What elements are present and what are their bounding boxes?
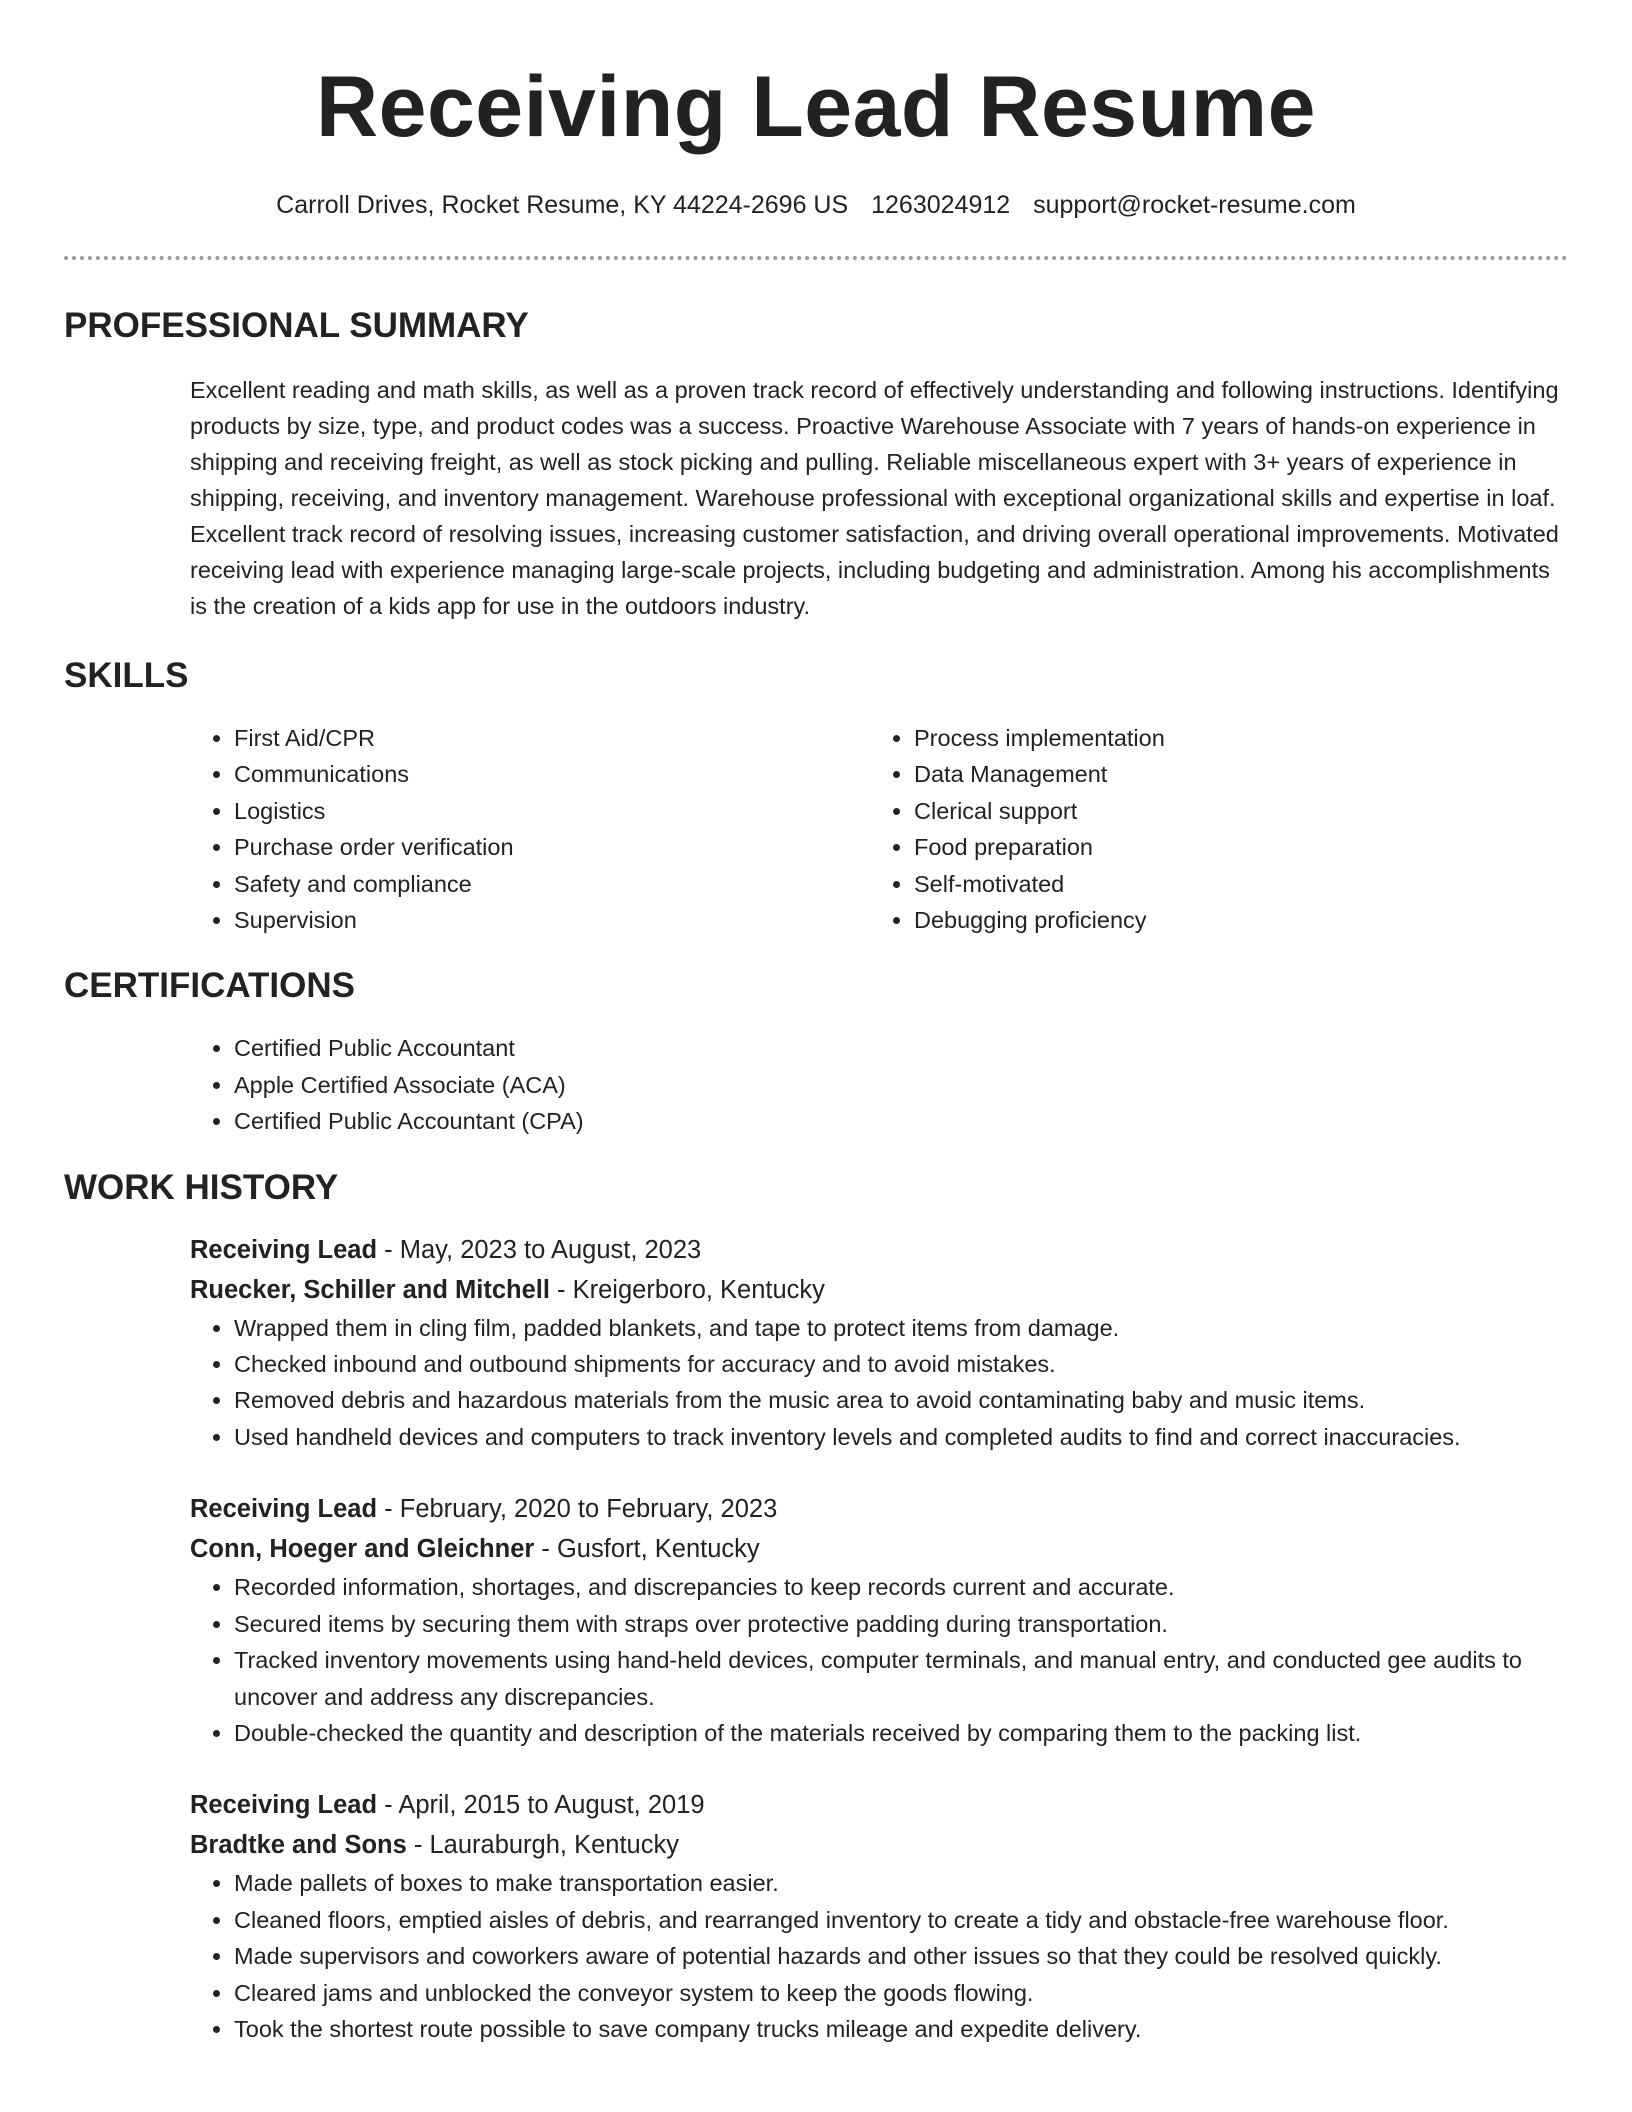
contact-phone: 1263024912 xyxy=(871,191,1011,219)
job-company: Conn, Hoeger and Gleichner xyxy=(190,1535,535,1564)
job-title-line xyxy=(190,1230,1568,1270)
job-duty: • Secured items by securing them with straps over protective padding during transportation. xyxy=(234,1606,1568,1642)
skill-item: • Purchase order verification xyxy=(234,829,870,865)
skill-item: • Self-motivated xyxy=(914,866,1550,902)
skill-item: • Process implementation xyxy=(914,720,1550,756)
job-duty: • Double-checked the quantity and description of the materials received by comparing them to the packing list. xyxy=(234,1715,1568,1751)
job-duties xyxy=(190,1865,1568,2047)
skill-item: • Supervision xyxy=(234,902,870,938)
job-duty: • Made supervisors and coworkers aware of potential hazards and other issues so that they could be resolved quickly. xyxy=(234,1938,1568,1974)
certification-item: • Certified Public Accountant xyxy=(234,1030,1568,1066)
job-company-line xyxy=(190,1529,1568,1569)
certifications-list xyxy=(190,1030,1568,1139)
job-role: Receiving Lead xyxy=(190,1495,378,1524)
work-history-section xyxy=(64,1166,1568,2048)
skill-item: • Food preparation xyxy=(914,829,1550,865)
certifications-section xyxy=(64,964,1568,1139)
job-duty: • Wrapped them in cling film, padded blankets, and tape to protect items from damage. xyxy=(234,1310,1568,1346)
job-duty: • Used handheld devices and computers to track inventory levels and completed audits to find and correct inaccuracies. xyxy=(234,1419,1568,1455)
skill-item: • First Aid/CPR xyxy=(234,720,870,756)
skill-item: • Safety and compliance xyxy=(234,866,870,902)
contact-email[interactable]: support@rocket-resume.com xyxy=(1033,191,1356,219)
job-duty: • Took the shortest route possible to save company trucks mileage and expedite delivery. xyxy=(234,2011,1568,2047)
job-dates: - April, 2015 to August, 2019 xyxy=(377,1791,705,1820)
resume-title: Receiving Lead Resume xyxy=(316,59,1316,155)
skill-item: • Communications xyxy=(234,756,870,792)
skills-section xyxy=(64,654,1568,938)
summary-heading: PROFESSIONAL SUMMARY xyxy=(64,306,529,345)
job-duty: • Cleared jams and unblocked the conveyor system to keep the goods flowing. xyxy=(234,1975,1568,2011)
job-company: Bradtke and Sons xyxy=(190,1831,407,1860)
job-duty: • Made pallets of boxes to make transportation easier. xyxy=(234,1865,1568,1901)
job-company: Ruecker, Schiller and Mitchell xyxy=(190,1275,550,1304)
job-entry xyxy=(190,1785,1568,2047)
skills-column-left xyxy=(190,720,870,938)
job-role: Receiving Lead xyxy=(190,1235,378,1264)
job-duties xyxy=(190,1569,1568,1751)
skill-item: • Clerical support xyxy=(914,793,1550,829)
contact-line xyxy=(64,188,1568,222)
certification-item: • Certified Public Accountant (CPA) xyxy=(234,1103,1568,1139)
contact-address: Carroll Drives, Rocket Resume, KY 44224-2696 US xyxy=(276,191,849,219)
summary-text: Excellent reading and math skills, as well as a proven track record of effectively understanding and following instructions. Identifying products by size, type, and product codes was a success. Proactive Warehouse Associate with 7 years of hands-on experience in shipping and receiving freight, as well as stock picking and pulling. Reliable miscellaneous expert with 3+ years of experience in shipping, receiving, and inventory management. Warehouse professional with exceptional organizational skills and expertise in loaf. Excellent track record of resolving issues, increasing customer satisfaction, and driving overall operational improvements. Motivated receiving lead with experience managing large-scale projects, including budgeting and administration. Among his accomplishments is the creation of a kids app for use in the outdoors industry. xyxy=(190,377,1559,619)
job-dates: - May, 2023 to August, 2023 xyxy=(377,1235,702,1264)
job-location: - Kreigerboro, Kentucky xyxy=(549,1275,825,1304)
job-duties xyxy=(190,1310,1568,1456)
summary-section xyxy=(64,304,1568,624)
skills-grid xyxy=(190,720,1568,938)
job-duty: • Checked inbound and outbound shipments for accuracy and to avoid mistakes. xyxy=(234,1346,1568,1382)
skills-heading: SKILLS xyxy=(64,656,189,695)
job-duty: • Tracked inventory movements using hand-held devices, computer terminals, and manual entry, and conducted gee audits to uncover and address any discrepancies. xyxy=(234,1642,1568,1715)
job-role: Receiving Lead xyxy=(190,1791,378,1820)
job-company-line xyxy=(190,1270,1568,1310)
job-duty: • Recorded information, shortages, and discrepancies to keep records current and accurate. xyxy=(234,1569,1568,1605)
job-company-line xyxy=(190,1825,1568,1865)
certifications-heading: CERTIFICATIONS xyxy=(64,966,356,1006)
header-divider xyxy=(64,256,1568,260)
job-duty: • Cleaned floors, emptied aisles of debris, and rearranged inventory to create a tidy and obstacle-free warehouse floor. xyxy=(234,1902,1568,1938)
skill-item: • Debugging proficiency xyxy=(914,902,1550,938)
job-entry xyxy=(190,1489,1568,1751)
job-location: - Gusfort, Kentucky xyxy=(534,1535,760,1564)
job-location: - Lauraburgh, Kentucky xyxy=(406,1831,679,1860)
skills-column-right xyxy=(870,720,1550,938)
skill-item: • Data Management xyxy=(914,756,1550,792)
work-history-heading: WORK HISTORY xyxy=(64,1167,339,1207)
job-dates: - February, 2020 to February, 2023 xyxy=(377,1495,778,1524)
skill-item: • Logistics xyxy=(234,793,870,829)
certification-item: • Apple Certified Associate (ACA) xyxy=(234,1067,1568,1103)
job-title-line xyxy=(190,1489,1568,1529)
job-title-line xyxy=(190,1785,1568,1825)
job-duty: • Removed debris and hazardous materials from the music area to avoid contaminating baby and music items. xyxy=(234,1382,1568,1418)
job-entry xyxy=(190,1230,1568,1456)
